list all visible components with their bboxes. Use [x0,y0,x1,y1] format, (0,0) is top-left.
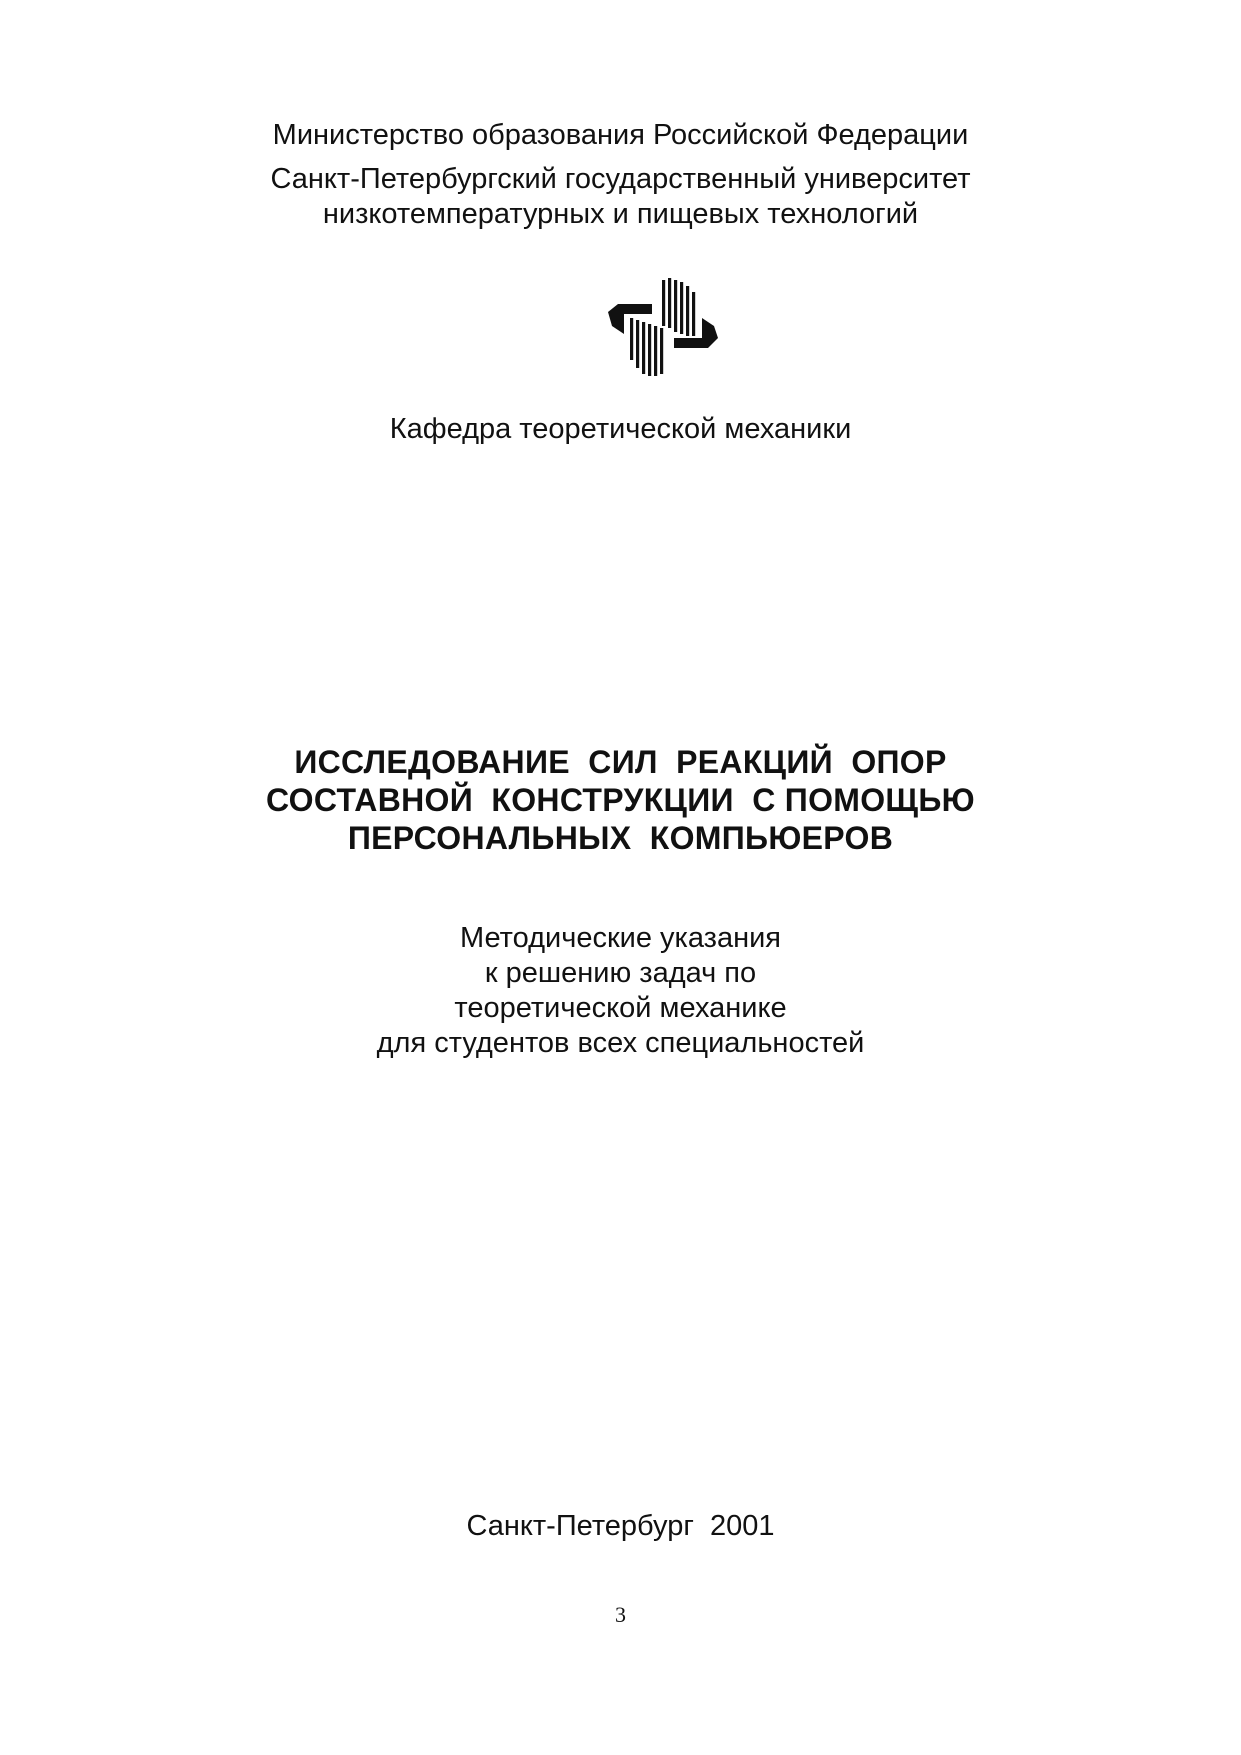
university-emblem-icon [608,278,718,378]
subtitle-line-1: Методические указания [460,922,781,954]
page-number: 3 [615,1602,626,1627]
title-line-3: ПЕРСОНАЛЬНЫХ КОМПЬЮЕРОВ [347,820,894,856]
subtitle-line-2: к решению задач по [484,957,757,989]
ministry-heading: Министерство образования Российской Федерации [272,119,969,151]
subtitle-line-3: теоретической механике [454,992,787,1024]
university-name-line1: Санкт-Петербургский государственный университет [270,163,971,195]
subtitle-line-4: для студентов всех специальностей [376,1027,865,1059]
department-name: Кафедра теоретической механики [389,413,852,445]
title-line-2: СОСТАВНОЙ КОНСТРУКЦИИ С ПОМОЩЬЮ [266,782,975,818]
title-line-1: ИССЛЕДОВАНИЕ СИЛ РЕАКЦИЙ ОПОР [294,744,947,780]
university-name-line2: низкотемпературных и пищевых технологий [322,198,919,230]
city-year: Санкт-Петербург 2001 [466,1510,775,1542]
